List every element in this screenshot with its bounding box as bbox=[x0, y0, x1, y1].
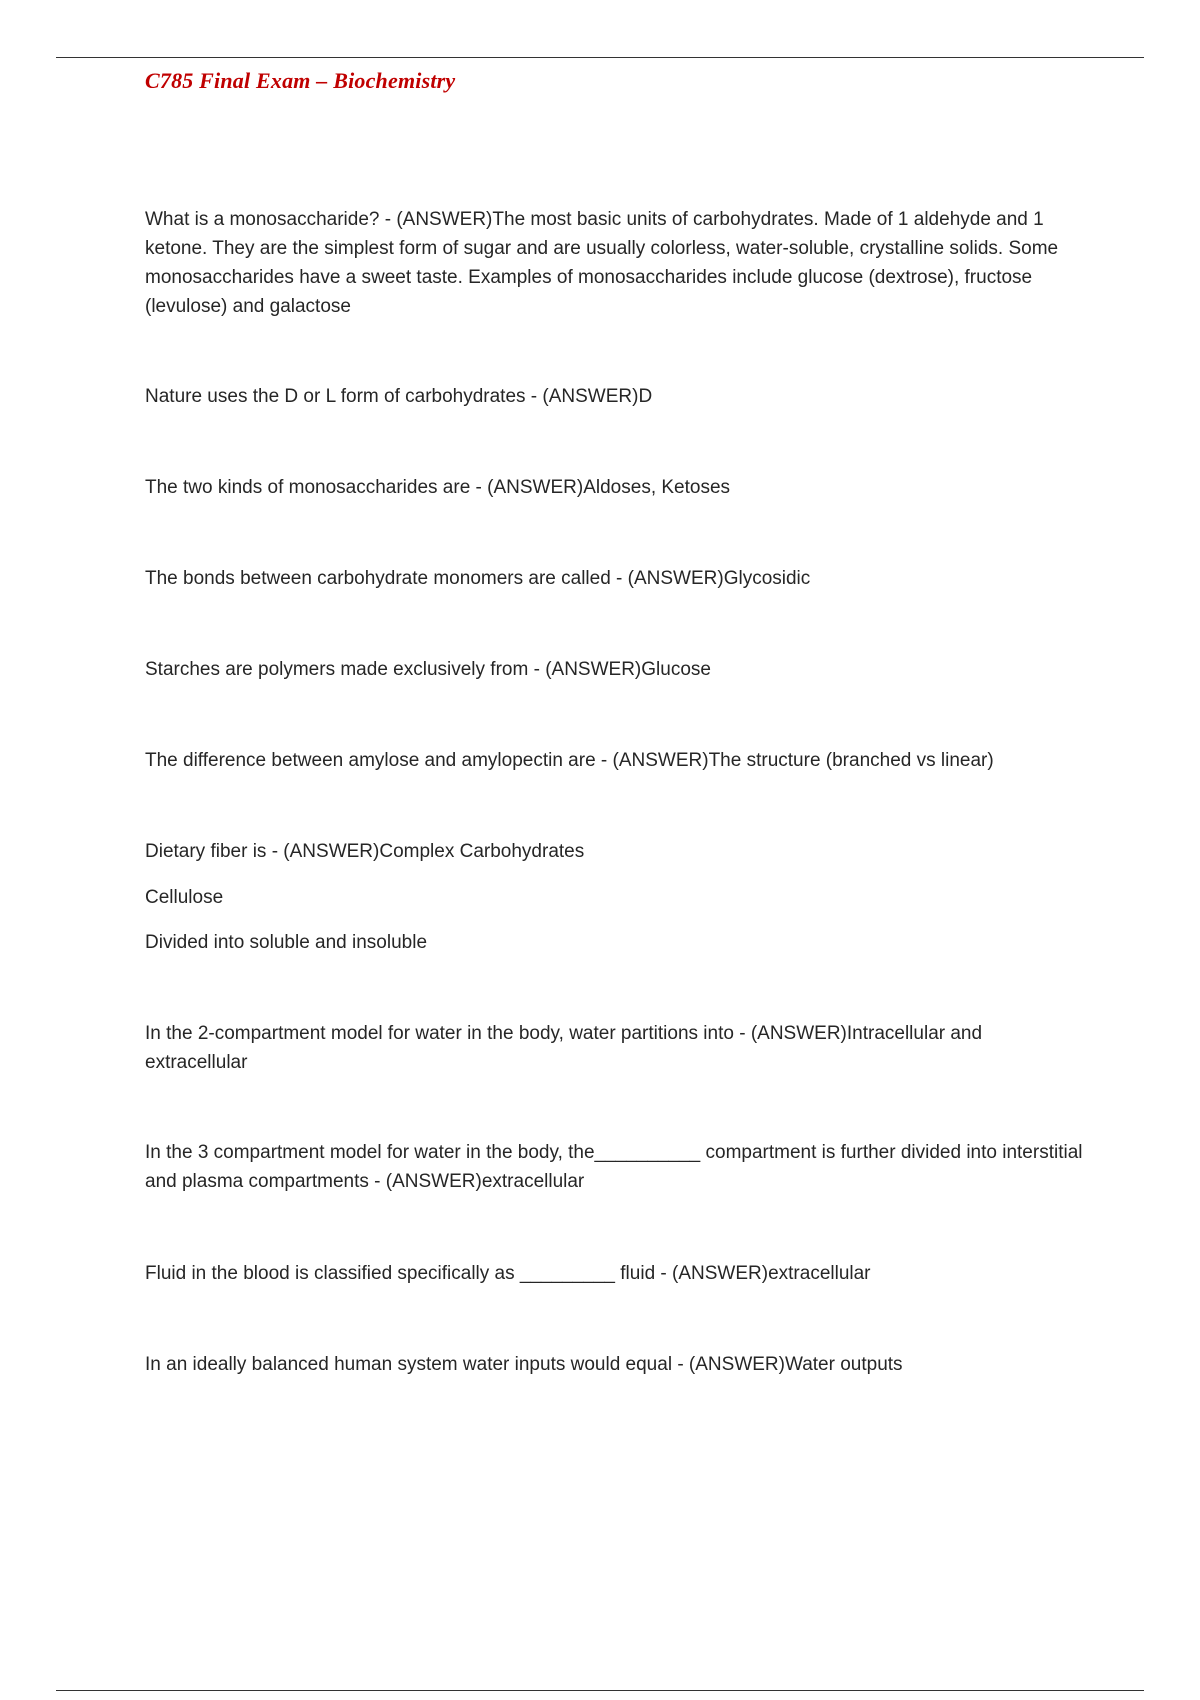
qa-question: The two kinds of monosaccharides are - (ANSWER) bbox=[145, 477, 584, 498]
qa-question: The bonds between carbohydrate monomers are called - (ANSWER) bbox=[145, 568, 724, 589]
qa-answer: Glycosidic bbox=[723, 568, 811, 589]
qa-question: Starches are polymers made exclusively from - (ANSWER) bbox=[145, 659, 642, 680]
qa-item-three-compartment-model bbox=[145, 1138, 1088, 1196]
qa-item-carbohydrate-bonds bbox=[145, 564, 1085, 593]
qa-question: In the 2-compartment model for water in the body, water partitions into - (ANSWER) bbox=[145, 1023, 847, 1044]
dietary-fiber-detail-cellulose: Cellulose bbox=[145, 887, 224, 908]
qa-item-kinds-of-monosaccharides bbox=[145, 473, 1085, 502]
qa-item-dietary-fiber bbox=[145, 837, 1085, 866]
document-title: C785 Final Exam – Biochemistry bbox=[145, 68, 456, 93]
qa-answer: The structure (branched vs linear) bbox=[708, 750, 994, 771]
qa-question: The difference between amylose and amylopectin are - (ANSWER) bbox=[145, 750, 709, 771]
qa-question: Nature uses the D or L form of carbohydrates - (ANSWER) bbox=[145, 386, 639, 407]
qa-question: In an ideally balanced human system water inputs would equal - (ANSWER) bbox=[145, 1354, 785, 1375]
qa-answer: The most basic units of carbohydrates. Made of 1 aldehyde and 1 ketone. They are the simplest form of sugar and are usually colorless, water-soluble, crystalline solids. Some monosaccharides have a sweet taste. Examples of monosaccharides include glucose (dextrose), fructose (levulose) and galactose bbox=[145, 209, 1064, 317]
qa-answer: Water outputs bbox=[784, 1354, 903, 1375]
qa-answer: Complex Carbohydrates bbox=[379, 841, 585, 862]
qa-item-water-balance bbox=[145, 1350, 1085, 1379]
qa-item-starch-polymers bbox=[145, 655, 1085, 684]
qa-answer: Glucose bbox=[641, 659, 711, 680]
qa-item-amylose-vs-amylopectin bbox=[145, 746, 1085, 775]
qa-item-two-compartment-model bbox=[145, 1019, 1085, 1077]
qa-question: Fluid in the blood is classified specifically as _________ fluid - (ANSWER) bbox=[145, 1263, 769, 1284]
qa-question: What is a monosaccharide? - (ANSWER) bbox=[145, 209, 493, 230]
header-rule bbox=[56, 57, 1144, 58]
qa-item-blood-fluid bbox=[145, 1259, 1085, 1288]
qa-item-monosaccharide bbox=[145, 205, 1085, 321]
qa-answer: extracellular bbox=[481, 1171, 585, 1192]
qa-item-d-or-l-form bbox=[145, 382, 1085, 411]
qa-answer: extracellular bbox=[768, 1263, 871, 1284]
qa-question: In the 3 compartment model for water in the body, the__________ compartment is further divided into interstitial and plasma compartments - (ANSWER) bbox=[145, 1142, 1088, 1192]
qa-answer: Aldoses, Ketoses bbox=[583, 477, 731, 498]
qa-answer: Intracellular and extracellular bbox=[145, 1023, 988, 1073]
dietary-fiber-detail-solubility: Divided into soluble and insoluble bbox=[145, 932, 428, 953]
qa-answer: D bbox=[638, 386, 653, 407]
footer-rule bbox=[56, 1690, 1144, 1691]
qa-question: Dietary fiber is - (ANSWER) bbox=[145, 841, 380, 862]
